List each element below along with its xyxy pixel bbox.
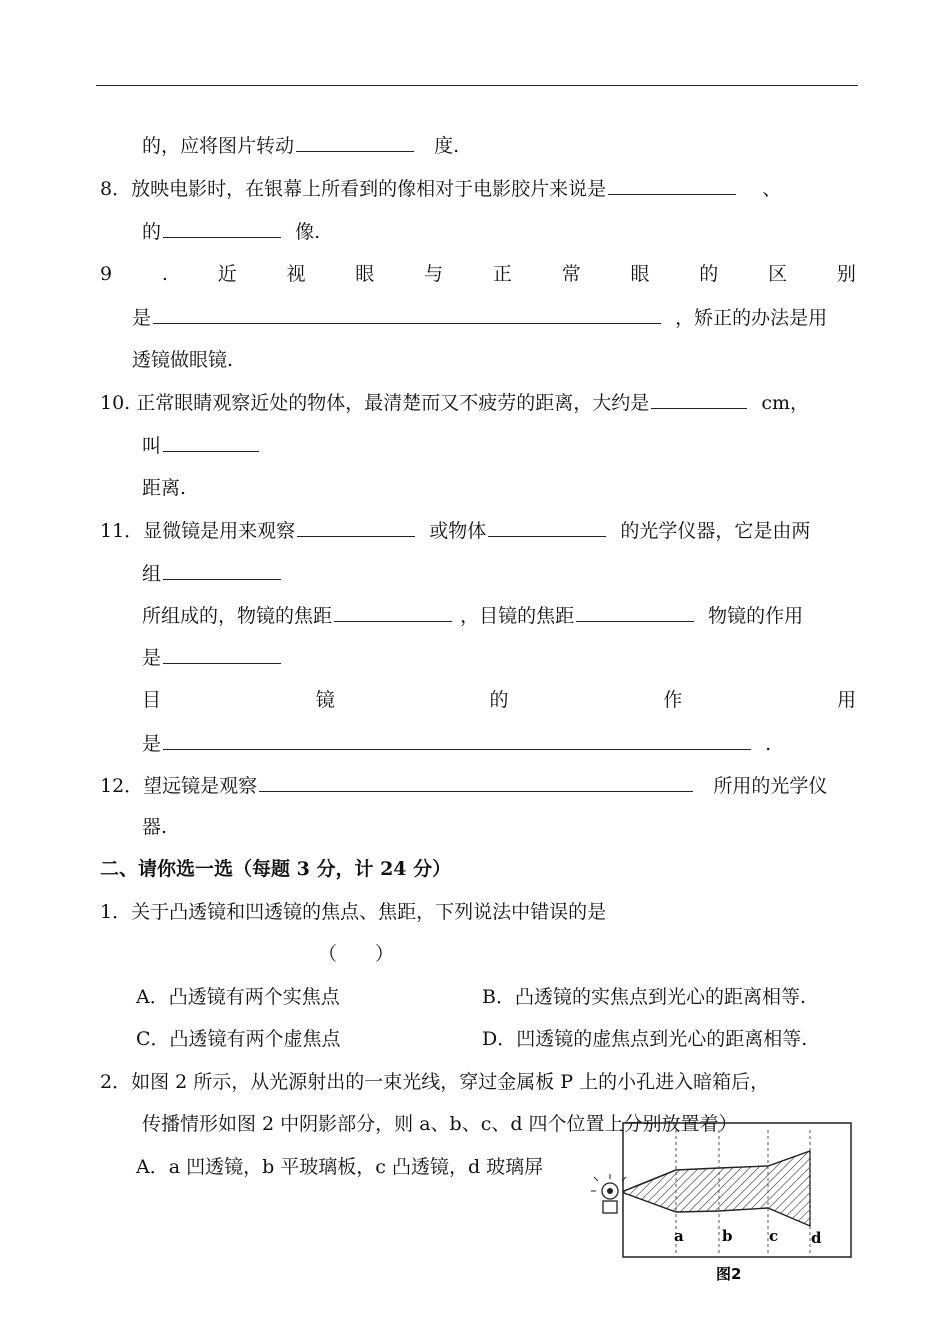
q10-blank-2 [163, 433, 259, 452]
q9-char: 近 [217, 263, 237, 285]
q9-char: . [161, 263, 168, 285]
light-source-icon [591, 1174, 626, 1213]
mc1-option-a: A．凸透镜有两个实焦点 [136, 986, 340, 1008]
q11-char: 镜 [315, 689, 335, 711]
q9-char: 常 [561, 263, 581, 285]
q11-text-9: 是 [142, 733, 162, 755]
q11-period: . [765, 733, 772, 755]
question-10-cont2 [142, 476, 186, 500]
mc2-stem: 2．如图 2 所示，从光源射出的一束光线，穿过金属板 P 上的小孔进入暗箱后， [100, 1071, 770, 1093]
q11-blank-1 [297, 518, 415, 537]
q11-blank-4 [334, 603, 452, 622]
mc1-answer-paren: （ ） [318, 943, 395, 965]
figure-caption: 图2 [716, 1265, 742, 1283]
q12-text-3: 器. [142, 816, 168, 838]
q9-text-3: 透镜做眼镜. [132, 349, 234, 371]
q12-text: 12．望远镜是观察 [100, 775, 258, 797]
q7-text: 的，应将图片转动 [142, 135, 295, 157]
question-11-line3 [142, 603, 803, 628]
question-11-line5 [142, 688, 856, 712]
mc1-option-d: D．凹透镜的虚焦点到光心的距离相等. [482, 1028, 808, 1050]
q10-blank-1 [651, 390, 747, 409]
q11-text: 11．显微镜是用来观察 [100, 520, 296, 542]
label-b: b [722, 1227, 733, 1245]
q8-comma: 、 [762, 178, 782, 200]
label-c: c [769, 1227, 779, 1245]
q11-text-6: ，目镜的焦距 [460, 605, 575, 627]
q11-text-3: 的光学仪器，它是由两 [620, 520, 811, 542]
q11-blank-6 [163, 645, 281, 664]
q9-char: 别 [836, 263, 856, 285]
q9-char: 的 [699, 263, 719, 285]
q10-text: 10. 正常眼睛观察近处的物体，最清楚而又不疲劳的距离，大约是 [100, 392, 650, 414]
label-a: a [674, 1227, 684, 1245]
q11-text-8: 是 [142, 647, 162, 669]
q12-text-2: 所用的光学仪 [713, 775, 828, 797]
q8-blank-1 [608, 176, 736, 195]
q10-text-3: 距离. [142, 477, 187, 499]
question-9-line1 [100, 262, 856, 286]
q11-char: 的 [489, 689, 509, 711]
question-10-cont [142, 433, 261, 458]
q8-blank-2 [163, 219, 281, 238]
q9-char: 正 [492, 263, 512, 285]
q11-blank-7 [163, 731, 751, 750]
q8-text: 8．放映电影时，在银幕上所看到的像相对于电影胶片来说是 [100, 178, 607, 200]
question-12-cont [142, 815, 167, 839]
question-11-line4 [142, 645, 283, 670]
question-12 [100, 773, 827, 798]
question-9-line3 [132, 348, 233, 372]
mc1-stem: 1．关于凸透镜和凹透镜的焦点、焦距，下列说法中错误的是 [100, 901, 607, 923]
q8-text-2: 的 [142, 221, 162, 243]
q11-text-4: 组 [142, 563, 162, 585]
mc2-option-a: A．a 凹透镜，b 平玻璃板，c 凸透镜，d 玻璃屏 [136, 1156, 544, 1178]
figure-2-diagram [590, 1115, 860, 1290]
q9-char: 区 [768, 263, 788, 285]
q11-text-2: 或物体 [429, 520, 487, 542]
question-8 [100, 176, 781, 201]
q11-char: 用 [836, 689, 856, 711]
q11-blank-5 [576, 603, 694, 622]
mc1-option-b: B．凸透镜的实焦点到光心的距离相等. [482, 986, 807, 1008]
question-11-line6 [142, 731, 771, 756]
question-11 [100, 518, 810, 543]
q11-blank-3 [163, 561, 281, 580]
q7-text-end: 度. [434, 135, 460, 157]
label-d: d [811, 1229, 822, 1247]
q9-char: 9 [100, 263, 113, 285]
q11-blank-2 [488, 518, 606, 537]
q9-char: 视 [286, 263, 306, 285]
question-10 [100, 390, 809, 415]
question-11-line2 [142, 561, 283, 586]
question-8-cont [142, 219, 320, 244]
q9-blank [153, 305, 661, 324]
q9-text: 是 [132, 307, 152, 329]
q9-char: 眼 [355, 263, 375, 285]
q12-blank [259, 773, 693, 792]
q7-blank [296, 133, 414, 152]
q11-text-5: 所组成的，物镜的焦距 [142, 605, 333, 627]
q8-text-3: 像. [295, 221, 321, 243]
q11-char: 作 [663, 689, 683, 711]
q9-char: 眼 [630, 263, 650, 285]
mc2-stem-cont: 传播情形如图 2 中阴影部分，则 a、b、c、d 四个位置上分别放置着） [142, 1113, 738, 1135]
q9-char: 与 [424, 263, 444, 285]
q9-text-2: ，矫正的办法是用 [675, 307, 828, 329]
section-2-title: 二、请你选一选（每题 3 分，计 24 分） [100, 858, 452, 880]
mc1-option-c: C．凸透镜有两个虚焦点 [136, 1028, 341, 1050]
q11-char: 目 [142, 689, 162, 711]
light-beam-shaded [624, 1151, 810, 1226]
q10-unit: cm， [761, 392, 810, 414]
q10-text-2: 叫 [142, 435, 162, 457]
q11-text-7: 物镜的作用 [708, 605, 804, 627]
q7-continuation [142, 133, 459, 158]
header-rule [96, 85, 858, 86]
question-9-line2 [132, 305, 827, 330]
